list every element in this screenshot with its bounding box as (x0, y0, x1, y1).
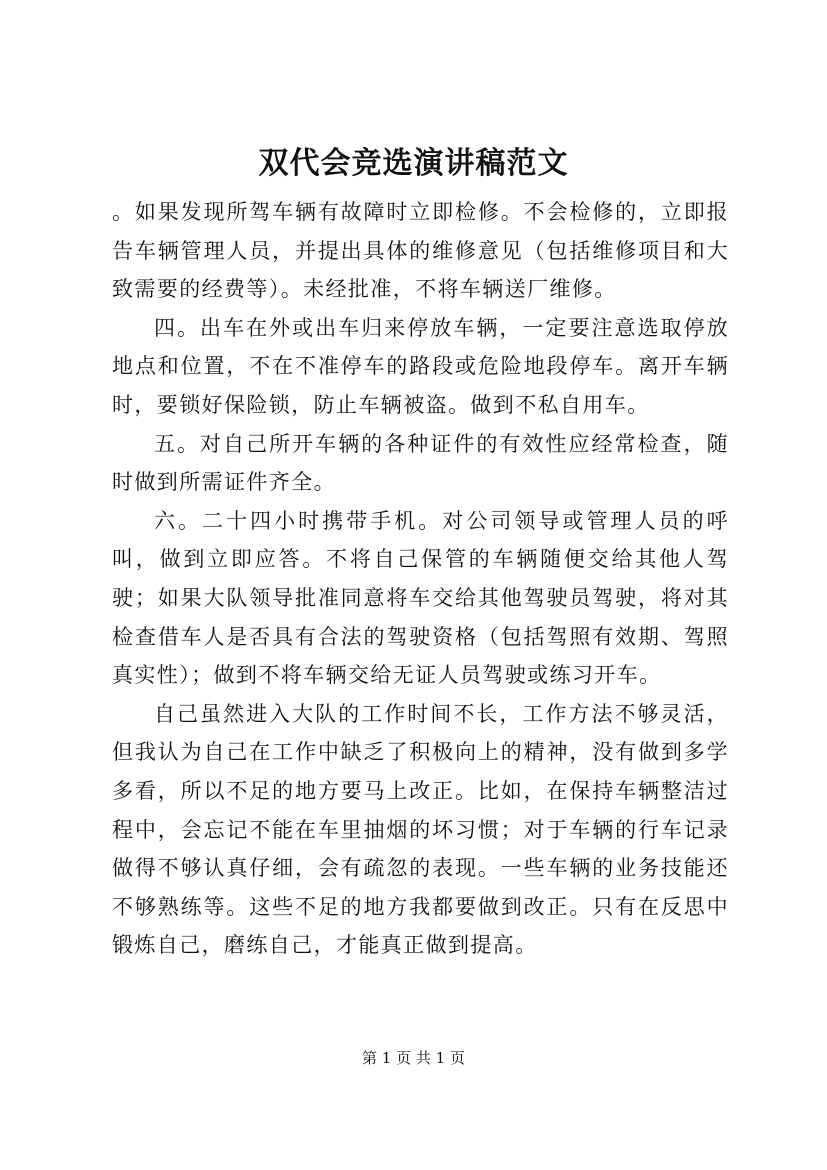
paragraph-5: 自己虽然进入大队的工作时间不长，工作方法不够灵活，但我认为自己在工作中缺乏了积极向上的精神，没有做到多学多看，所以不足的地方要马上改正。比如，在保持车辆整洁过程中，会忘记不能在车里抽烟的坏习惯；对于车辆的行车记录做得不够认真仔细，会有疏忽的表现。一些车辆的业务技能还不够熟练等。这些不足的地方我都要做到改正。只有在反思中锻炼自己，磨练自己，才能真正做到提高。 (112, 701, 729, 958)
paragraph-3: 五。对自己所开车辆的各种证件的有效性应经常检查，随时做到所需证件齐全。 (112, 431, 729, 495)
document-title: 双代会竞选演讲稿范文 (258, 146, 569, 181)
page-footer: 第 1 页 共 1 页 (362, 1049, 465, 1067)
paragraph-2: 四。出车在外或出车归来停放车辆，一定要注意选取停放地点和位置，不在不准停车的路段或危险地段停车。离开车辆时，要锁好保险锁，防止车辆被盗。做到不私自用车。 (112, 315, 729, 417)
document-body (112, 193, 729, 965)
paragraph-4: 六。二十四小时携带手机。对公司领导或管理人员的呼叫，做到立即应答。不将自己保管的车辆随便交给其他人驾驶；如果大队领导批准同意将车交给其他驾驶员驾驶，将对其检查借车人是否具有合法的驾驶资格（包括驾照有效期、驾照真实性）；做到不将车辆交给无证人员驾驶或练习开车。 (112, 508, 729, 688)
paragraph-1: 。如果发现所驾车辆有故障时立即检修。不会检修的，立即报告车辆管理人员，并提出具体的维修意见（包括维修项目和大致需要的经费等）。未经批准，不将车辆送厂维修。 (112, 200, 729, 302)
